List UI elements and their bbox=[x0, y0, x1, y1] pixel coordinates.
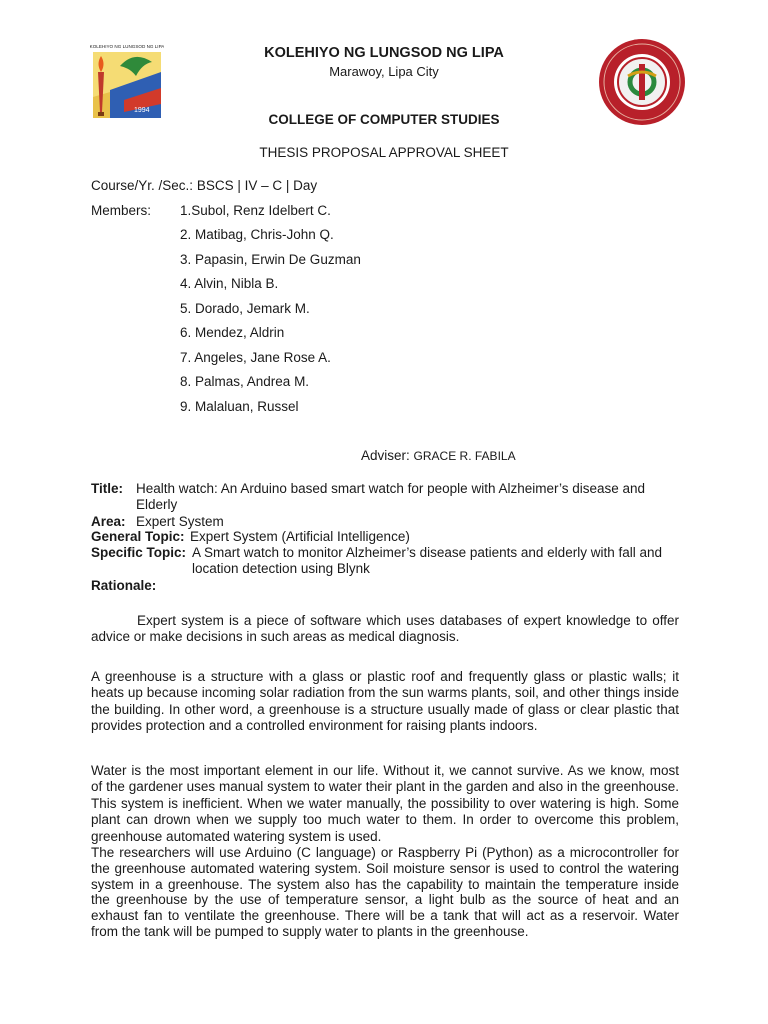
paragraph-line: of the gardener uses manual system to water their plant in the garden and also in the greenhouse. bbox=[91, 779, 679, 795]
title-line-2: Elderly bbox=[136, 497, 178, 512]
paragraph-line: Water is the most important element in our life. Without it, we cannot survive. As we know, most bbox=[91, 763, 679, 778]
member-item: 8. Palmas, Andrea M. bbox=[180, 374, 310, 389]
title-line-1: Health watch: An Arduino based smart watch for people with Alzheimer’s disease and bbox=[136, 481, 646, 496]
paragraph-line: This system is inefficient. When we water manually, the possibility to over watering is high. Some bbox=[91, 795, 679, 811]
paragraph-line: the greenhouse by the use of temperature sensor, a light bulb as the source of heat and an bbox=[91, 892, 679, 908]
paragraph-line: The researchers will use Arduino (C language) or Raspberry Pi (Python) as a microcontroller for bbox=[91, 845, 679, 860]
rationale-paragraph-2 bbox=[91, 669, 679, 735]
paragraph-line: heats up because incoming solar radiation from the sun warms plants, soil, and other things inside bbox=[91, 685, 679, 701]
rationale-paragraph-4 bbox=[91, 845, 679, 940]
paragraph-line: the building. In other word, a greenhouse is a structure usually made of glass or clear plastic that bbox=[91, 701, 679, 717]
paragraph-line: the greenhouse automated watering system. Soil moisture sensor is used to control the watering bbox=[91, 860, 679, 876]
area-label: Area: bbox=[91, 514, 126, 529]
paragraph-line: Expert system is a piece of software which uses databases of expert knowledge to offer bbox=[137, 613, 679, 628]
member-item: 4. Alvin, Nibla B. bbox=[180, 276, 279, 291]
rationale-paragraph-3 bbox=[91, 763, 679, 845]
paragraph-line: exhaust fan to ventilate the greenhouse. There will be a tank that will act as a reservoir. Water bbox=[91, 908, 679, 924]
member-item: 9. Malaluan, Russel bbox=[180, 399, 299, 414]
school-name: KOLEHIYO NG LUNGSOD NG LIPA bbox=[264, 45, 504, 61]
paragraph-line: advice or make decisions in such areas as medical diagnosis. bbox=[91, 629, 460, 645]
general-topic-label: General Topic: bbox=[91, 529, 185, 544]
specific-topic-line-2: location detection using Blynk bbox=[192, 561, 370, 576]
paragraph-line: provides protection and a controlled environment for raising plants indoors. bbox=[91, 718, 538, 734]
sheet-title: THESIS PROPOSAL APPROVAL SHEET bbox=[259, 145, 509, 160]
logo-left-year: 1994 bbox=[134, 107, 150, 114]
school-address: Marawoy, Lipa City bbox=[329, 64, 439, 79]
member-item: 1.Subol, Renz Idelbert C. bbox=[180, 203, 331, 218]
members-label: Members: bbox=[91, 203, 152, 218]
specific-topic-label: Specific Topic: bbox=[91, 545, 187, 560]
general-topic-value: Expert System (Artificial Intelligence) bbox=[190, 529, 410, 544]
course-value: BSCS | IV – C | Day bbox=[196, 178, 318, 193]
member-item: 6. Mendez, Aldrin bbox=[180, 325, 285, 340]
logo-left-text: KOLEHIYO NG LUNGSOD NG LIPA bbox=[90, 44, 164, 49]
title-label: Title: bbox=[91, 481, 124, 496]
paragraph-line: plant can drown when we supply too much water to them. In order to overcome this problem, bbox=[91, 812, 679, 828]
paragraph-line: from the tank will be pumped to supply water to plants in the greenhouse. bbox=[91, 923, 529, 939]
paragraph-line: greenhouse automated watering system is used. bbox=[91, 828, 382, 844]
specific-topic-line-1: A Smart watch to monitor Alzheimer’s disease patients and elderly with fall and bbox=[192, 545, 662, 560]
area-value: Expert System bbox=[136, 514, 224, 529]
adviser-name: GRACE R. FABILA bbox=[413, 449, 516, 463]
course-line bbox=[91, 178, 317, 194]
member-item: 3. Papasin, Erwin De Guzman bbox=[180, 252, 361, 267]
rationale-label: Rationale: bbox=[91, 578, 157, 593]
member-item: 7. Angeles, Jane Rose A. bbox=[180, 350, 331, 365]
college-name: COLLEGE OF COMPUTER STUDIES bbox=[268, 112, 500, 127]
course-label: Course/Yr. /Sec.: bbox=[91, 178, 194, 193]
member-item: 5. Dorado, Jemark M. bbox=[180, 301, 310, 316]
paragraph-line: A greenhouse is a structure with a glass or plastic roof and frequently glass or plastic walls; it bbox=[91, 669, 679, 684]
adviser-label: Adviser: bbox=[361, 448, 410, 463]
member-item: 2. Matibag, Chris-John Q. bbox=[180, 227, 334, 242]
rationale-paragraph-1 bbox=[91, 613, 679, 646]
adviser-line bbox=[361, 448, 516, 464]
paragraph-line: system in a greenhouse. The system also has the capability to maintain the temperature inside bbox=[91, 876, 679, 892]
